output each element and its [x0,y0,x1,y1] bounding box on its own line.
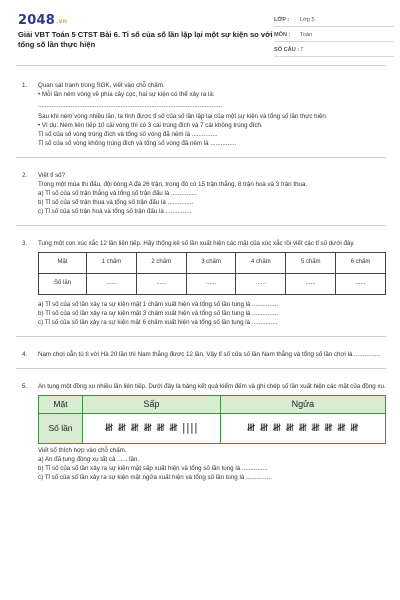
divider [16,368,386,369]
table-label-cell: Số lần [39,273,87,294]
table-header-cell: 5 chấm [286,252,336,273]
meta-value: Toán [300,31,313,38]
question-number: 3. [22,239,28,247]
answer-line[interactable]: a) Tỉ số của số lần xảy ra sự kiện mặt 1 chấm xuất hiện và tổng số lần tung là ............... [38,300,278,308]
table-answer-cell[interactable]: ...... [136,273,186,294]
worksheet-header [16,0,386,66]
table-row [39,413,386,443]
meta-info-box [274,12,394,57]
meta-key: MÔN : [274,31,291,38]
question-text: • Mỗi lần ném vòng về phía cây cọc, hai sự kiện có thể xảy ra là: [38,90,215,98]
table-answer-cell[interactable]: ...... [336,273,386,294]
answer-line[interactable]: a) Tỉ số của số trận thắng và tổng số trận đấu là ............... [38,189,197,197]
answer-line[interactable]: b) Tỉ số của số trận thua và tổng số trận đấu là ............... [38,198,194,206]
coin-tally-table [38,395,386,444]
table-row [39,395,386,413]
document-title: Giải VBT Toán 5 CTST Bài 6. Tỉ số của số lần lặp lại một sự kiện so với tổng số lần thực hiện [18,30,273,50]
worksheet-content [16,82,386,483]
table-header-cell: 3 chấm [186,252,236,273]
answer-blank[interactable]: ........................................................................................................... [38,101,222,109]
divider [16,157,386,158]
table-header-cell: 2 chấm [136,252,186,273]
tally-marks-tails: 𝍸 𝍸 𝍸 𝍸 𝍸 𝍸 𝍸 𝍸 𝍸 [220,413,385,443]
table-answer-cell[interactable]: ...... [286,273,336,294]
answer-line[interactable]: Tỉ số của số vòng không trúng đích và tổng số vòng đã ném là ............... [38,139,237,147]
question-text: Sau khi ném vòng nhiều lần, ta tính được tỉ số của số lần lặp lại của một sự kiện và tổng số lần thực hiện. [38,112,328,120]
question-text: Trong một mùa thi đấu, đội bóng A đá 26 trận, trong đó có 15 trận thắng, 8 trận hoà và 3 trận thua. [38,180,308,188]
question-number: 4. [22,350,28,358]
question-text: An tung một đồng xu nhiều lần liên tiếp. Dưới đây là bảng kết quả kiểm đếm và ghi chép số lần xuất hiện các mặt của đồng xu. [38,382,386,390]
tally-marks-heads: 𝍸 𝍸 𝍸 𝍸 𝍸 𝍸 |||| [83,413,221,443]
question-number: 1. [22,82,28,89]
question-number: 5. [22,382,28,390]
meta-value: 7 [300,46,304,53]
question-text: Viết số thích hợp vào chỗ chấm. [38,446,127,454]
question-text: • Ví dụ: Ném liên tiếp 10 cái vòng thì có 3 cái trúng đích và 7 cái không trúng đích. [38,121,263,129]
question-5 [16,383,386,483]
answer-line[interactable]: Tỉ số của số vòng trúng đích và tổng số vòng đã ném là ............... [38,130,218,138]
site-logo[interactable] [18,12,67,31]
meta-row-class [274,12,394,27]
question-2 [16,172,386,217]
question-text: Tung một con xúc xắc 12 lần liên tiếp. Hãy thống kê số lần xuất hiện các mặt của xúc xắc rồi viết các tỉ số dưới đây. [38,239,355,247]
answer-line[interactable]: c) Tỉ số của số lần xảy ra sự kiện mặt ngửa xuất hiện và tổng số lần tung là ............... [38,473,272,481]
table-header-cell: Mặt [39,252,87,273]
table-answer-cell[interactable]: ...... [87,273,137,294]
answer-line[interactable]: Nam chơi oẳn tù tì với Hà 20 lần thì Nam thắng được 12 lần. Vậy tỉ số của số lần Nam thắng và tổng số lần chơi là ............... [38,350,380,358]
question-4 [16,351,386,360]
table-header-cell: Mặt [39,395,83,413]
question-3 [16,240,386,328]
table-answer-cell[interactable]: ...... [236,273,286,294]
meta-key: SỐ CÂU : [274,46,300,53]
table-header-cell: 6 chấm [336,252,386,273]
table-header-cell: 4 chấm [236,252,286,273]
answer-line[interactable]: b) Tỉ số của số lần xảy ra sự kiện mặt sấp xuất hiện và tổng số lần tung là ............... [38,464,268,472]
divider [16,336,386,337]
question-text: Quan sát tranh trong SGK, viết vào chỗ chấm. [38,82,165,89]
dice-tally-table [38,252,386,295]
meta-key: LỚP : [274,16,290,23]
logo-suffix: .vn [55,18,68,25]
question-1 [16,82,386,149]
table-label-cell: Số lần [39,413,83,443]
logo-text: 2048 [18,13,55,28]
table-row [39,252,386,273]
answer-line[interactable]: c) Tỉ số của số trận hoà và tổng số trận đấu là ............... [38,207,192,215]
meta-value: Lớp 5 [300,16,315,23]
answer-line[interactable]: b) Tỉ số của số lần xảy ra sự kiện mặt 3 chấm xuất hiện và tổng số lần tung là ............... [38,309,278,317]
table-row [39,273,386,294]
question-text: Viết tỉ số? [38,171,66,179]
divider [16,225,386,226]
meta-row-question-count [274,42,394,57]
answer-line[interactable]: c) Tỉ số của số lần xảy ra sự kiện mặt 6 chấm xuất hiện và tổng số lần tung là ............... [38,318,278,326]
table-header-cell: Ngửa [220,395,385,413]
table-answer-cell[interactable]: ...... [186,273,236,294]
table-header-cell: 1 chấm [87,252,137,273]
table-header-cell: Sấp [83,395,221,413]
answer-line[interactable]: a) An đã tung đồng xu tất cả ...... lần. [38,455,140,463]
question-number: 2. [22,171,28,179]
meta-row-subject [274,27,394,42]
